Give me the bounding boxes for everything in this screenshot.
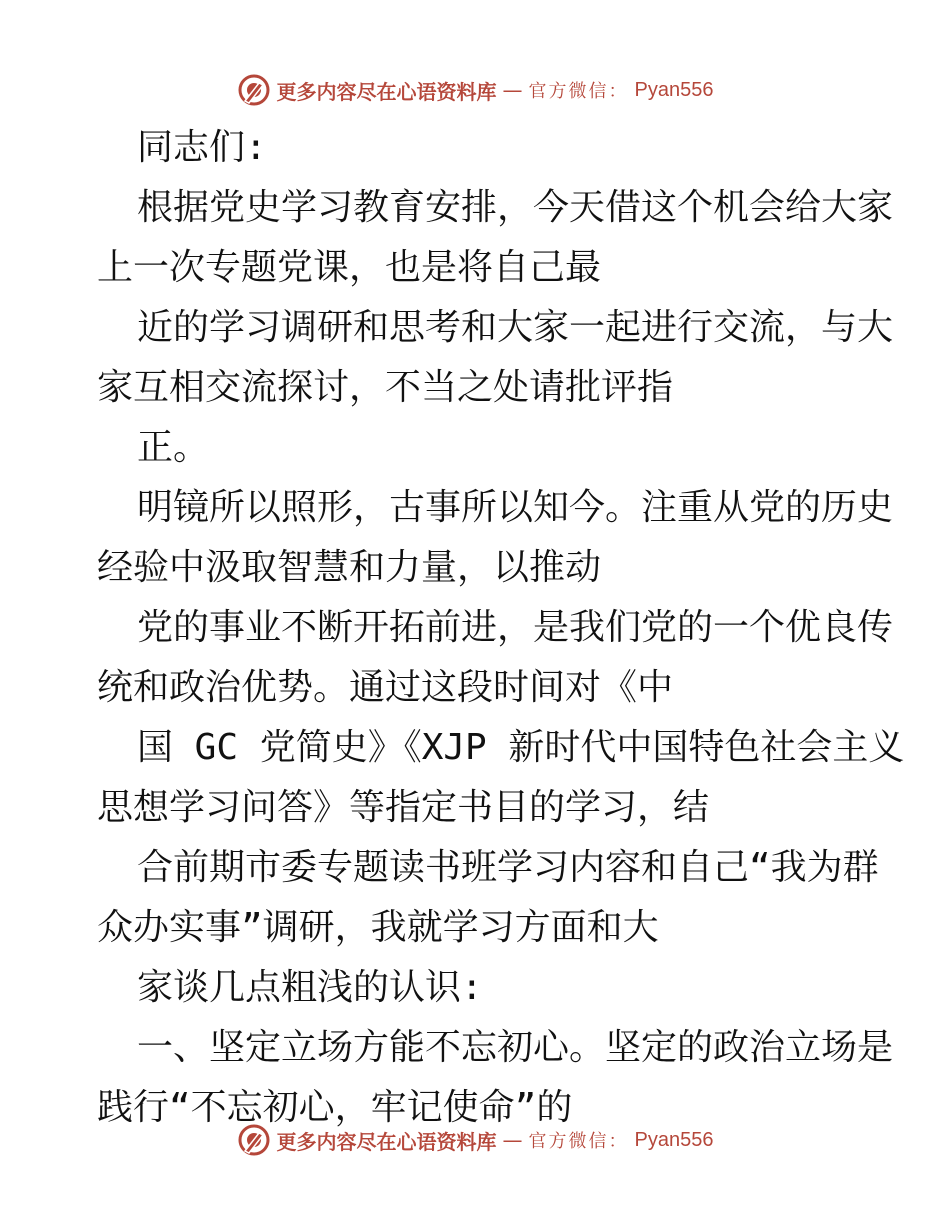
document-body [97, 118, 905, 1138]
paragraph-line: 思想学习问答》等指定书目的学习，结 [97, 787, 710, 828]
banner-wechat-label: 官方微信： [528, 1131, 629, 1152]
banner-dash: — [502, 1128, 523, 1152]
paragraph-line: 众办实事”调研，我就学习方面和大 [97, 907, 659, 948]
banner-wechat-label: 官方微信： [528, 81, 629, 102]
paragraph-line: 一、坚定立场方能不忘初心。坚定的政治立场是 [137, 1027, 894, 1068]
pen-logo-icon [237, 73, 271, 107]
banner-wechat-id: Pyan556 [634, 78, 714, 101]
banner-title: 更多内容尽在心语资料库 [276, 1129, 497, 1154]
paragraph-line: 统和政治优势。通过这段时间对《中 [97, 667, 674, 708]
banner-dash: — [502, 78, 523, 102]
paragraph-line: 家谈几点粗浅的认识: [137, 967, 483, 1008]
paragraph-line: 明镜所以照形，古事所以知今。注重从党的历史 [137, 487, 894, 528]
paragraph-line: 根据党史学习教育安排，今天借这个机会给大家 [137, 187, 894, 228]
paragraph-line: 正。 [137, 427, 210, 468]
pen-logo-icon [237, 1123, 271, 1157]
paragraph-line: 国 GC 党简史》《XJP 新时代中国特色社会主义 [137, 727, 905, 768]
header-banner [0, 70, 950, 110]
paragraph-line: 党的事业不断开拓前进，是我们党的一个优良传 [137, 607, 894, 648]
paragraph-line: 合前期市委专题读书班学习内容和自己“我为群 [137, 847, 879, 888]
paragraph-line: 经验中汲取智慧和力量，以推动 [97, 547, 602, 588]
banner-wechat-id: Pyan556 [634, 1128, 714, 1151]
paragraph-line: 同志们: [137, 127, 267, 168]
paragraph-line: 上一次专题党课，也是将自己最 [97, 247, 602, 288]
paragraph-line: 践行“不忘初心，牢记使命”的 [97, 1087, 573, 1128]
banner-title: 更多内容尽在心语资料库 [276, 79, 497, 104]
paragraph-line: 家互相交流探讨，不当之处请批评指 [97, 367, 674, 408]
footer-banner [0, 1120, 950, 1160]
paragraph-line: 近的学习调研和思考和大家一起进行交流，与大 [137, 307, 894, 348]
